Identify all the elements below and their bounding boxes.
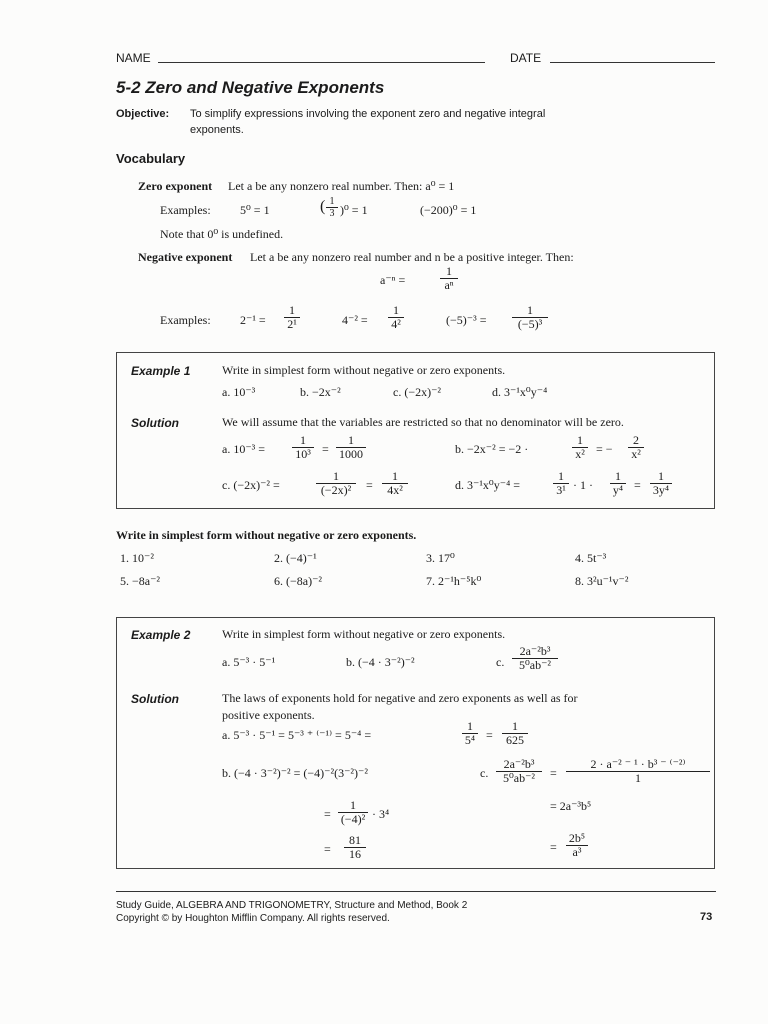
example-1-sol-d-eq: = [634,478,641,492]
footer-line-1: Study Guide, ALGEBRA AND TRIGONOMETRY, Structure and Method, Book 2 [116,900,468,911]
example-2-sol-b-line-3-eq: = [324,842,331,856]
zero-example-2-fraction: $\frac{1}{3}$ [326,196,338,219]
example-1-sol-a-eq: = [322,442,329,456]
exercise-4: 4. 5t⁻³ [575,551,607,565]
example-1-prompt: Write in simplest form without negative or zero exponents. [222,363,506,377]
example-1-sol-c-frac-2: $\frac{1}{\text{4x²}}$ [382,470,408,497]
negative-examples-label: Examples: [160,313,211,327]
example-2-sol-b-line-3-fraction: $\frac{81}{16}$ [344,834,366,861]
exercises-heading: Write in simplest form without negative or zero exponents. [116,528,417,542]
example-1-sol-d-frac-2: $\frac{1}{\text{y⁴}}$ [610,470,626,497]
example-2-prompt: Write in simplest form without negative or zero exponents. [222,627,506,641]
example-2-part-c-label: c. [496,655,505,669]
example-2-sol-c-line-3-fraction: $\frac{\text{2b⁵}}{\text{a³}}$ [566,832,588,859]
negative-example-2-left: 4⁻² = [342,313,368,327]
page-title: 5-2 Zero and Negative Exponents [116,78,385,97]
zero-exponent-term: Zero exponent [138,179,213,193]
example-2-part-a: a. 5⁻³ · 5⁻¹ [222,655,276,669]
example-1-part-c: c. (−2x)⁻² [393,385,442,399]
example-2-sol-c-eq: = [550,766,557,780]
example-1-sol-d-frac-1: $\frac{1}{\text{3¹}}$ [553,470,569,497]
exercise-2: 2. (−4)⁻¹ [274,551,317,565]
example-1-sol-a-left: a. 10⁻³ = [222,442,266,456]
example-1-part-a: a. 10⁻³ [222,385,256,399]
zero-example-3: (−200)⁰ = 1 [420,203,477,217]
example-1-sol-b-frac-1: $\frac{1}{\text{x²}}$ [572,434,588,461]
exercise-8: 8. 3²u⁻¹v⁻² [575,574,629,588]
example-1-sol-b-eq: = − [596,442,613,456]
example-1-sol-d-mid: · 1 · [573,478,593,492]
name-label: NAME [116,51,151,65]
example-1-sol-c-eq: = [366,478,373,492]
example-1-sol-d-frac-3: $\frac{1}{\text{3y⁴}}$ [650,470,672,497]
example-2-sol-b-line-2-fraction: $\frac{1}{\text{(−4)²}}$ [338,799,368,826]
negative-example-1-left: 2⁻¹ = [240,313,266,327]
negative-example-1-fraction: $\frac{1}{\text{2¹}}$ [284,304,300,331]
example-2-label: Example 2 [131,628,191,642]
date-line [550,62,715,63]
zero-example-2-open: ( [320,198,326,215]
negative-example-3-left: (−5)⁻³ = [446,313,487,327]
negative-example-3-fraction: $\frac{1}{\text{(−5)³}}$ [512,304,548,331]
zero-exponent-def: Let a be any nonzero real number. Then: a⁰ = 1 [228,179,455,193]
example-2-sol-b-line-2-eq: = [324,807,331,821]
example-1-label: Example 1 [131,364,191,378]
example-2-sol-c-line-3-eq: = [550,840,557,854]
exercise-7: 7. 2⁻¹h⁻⁵k⁰ [426,574,482,588]
example-1-sol-b-left: b. −2x⁻² = −2 · [455,442,529,456]
example-1-sol-c-frac-1: $\frac{1}{\text{(−2x)²}}$ [316,470,356,497]
zero-example-1: 5⁰ = 1 [240,203,270,217]
negative-example-2-fraction: $\frac{1}{\text{4²}}$ [388,304,404,331]
example-2-sol-c-frac-1: $\frac{\text{2a⁻²b³}}{\text{5⁰ab⁻²}}$ [496,758,542,785]
negative-exponent-term: Negative exponent [138,250,233,264]
exercise-6: 6. (−8a)⁻² [274,574,323,588]
example-2-part-c-fraction: $\frac{\text{2a⁻²b³}}{\text{5⁰ab⁻²}}$ [512,645,558,672]
example-2-sol-a-left: a. 5⁻³ · 5⁻¹ = 5⁻³ ⁺ ⁽⁻¹⁾ = 5⁻⁴ = [222,728,372,742]
example-1-solution-intro: We will assume that the variables are restricted so that no denominator will be zero. [222,415,624,429]
footer-rule [116,891,716,892]
example-2-sol-b-line-2-right: · 3⁴ [372,807,390,821]
objective-line1: To simplify expressions involving the exponent zero and negative integral [190,108,546,120]
example-1-part-b: b. −2x⁻² [300,385,341,399]
example-2-sol-c-line-2: = 2a⁻³b⁵ [550,799,592,813]
zero-examples-label: Examples: [160,203,211,217]
exercise-1: 1. 10⁻² [120,551,154,565]
negative-rule-left: a⁻ⁿ = [380,273,406,287]
example-2-box [116,617,715,869]
objective-label: Objective: [116,108,170,120]
date-label: DATE [510,51,542,65]
example-2-intro-2: positive exponents. [222,708,315,722]
objective-line2: exponents. [190,124,244,136]
exercise-5: 5. −8a⁻² [120,574,161,588]
example-1-sol-a-frac-1: $\frac{1}{\text{10³}}$ [292,434,314,461]
example-2-sol-c-label: c. [480,766,489,780]
example-2-sol-b-line-1: b. (−4 · 3⁻²)⁻² = (−4)⁻²(3⁻²)⁻² [222,766,368,780]
example-2-solution-label: Solution [131,692,179,706]
example-2-sol-a-frac-2: $\frac{1}{625}$ [502,720,528,747]
example-2-sol-a-frac-1: $\frac{1}{\text{5⁴}}$ [462,720,478,747]
negative-rule-fraction: $\frac{1}{\text{aⁿ}}$ [440,265,458,292]
example-1-solution-label: Solution [131,416,179,430]
vocabulary-heading: Vocabulary [116,151,186,166]
page-number: 73 [700,911,713,923]
example-2-sol-c-frac-2: $\frac{\text{2 · a⁻² ⁻ ¹ · b³ ⁻ ⁽⁻²⁾}}{1}$ [566,758,710,785]
footer-line-2: Copyright © by Houghton Mifflin Company. All rights reserved. [116,913,390,924]
example-2-part-b: b. (−4 · 3⁻²)⁻² [346,655,415,669]
negative-exponent-def: Let a be any nonzero real number and n be a positive integer. Then: [250,250,574,264]
example-1-sol-d-left: d. 3⁻¹x⁰y⁻⁴ = [455,478,521,492]
example-2-sol-a-eq: = [486,728,493,742]
example-1-sol-c-left: c. (−2x)⁻² = [222,478,280,492]
example-1-part-d: d. 3⁻¹x⁰y⁻⁴ [492,385,548,399]
zero-example-2-rest: )⁰ = 1 [340,203,368,217]
name-line [158,62,485,63]
example-1-sol-a-frac-2: $\frac{1}{1000}$ [336,434,366,461]
example-1-sol-b-frac-2: $\frac{2}{\text{x²}}$ [628,434,644,461]
exercise-3: 3. 17⁰ [426,551,455,565]
example-2-intro-1: The laws of exponents hold for negative and zero exponents as well as for [222,691,578,705]
zero-note: Note that 0⁰ is undefined. [160,227,284,241]
